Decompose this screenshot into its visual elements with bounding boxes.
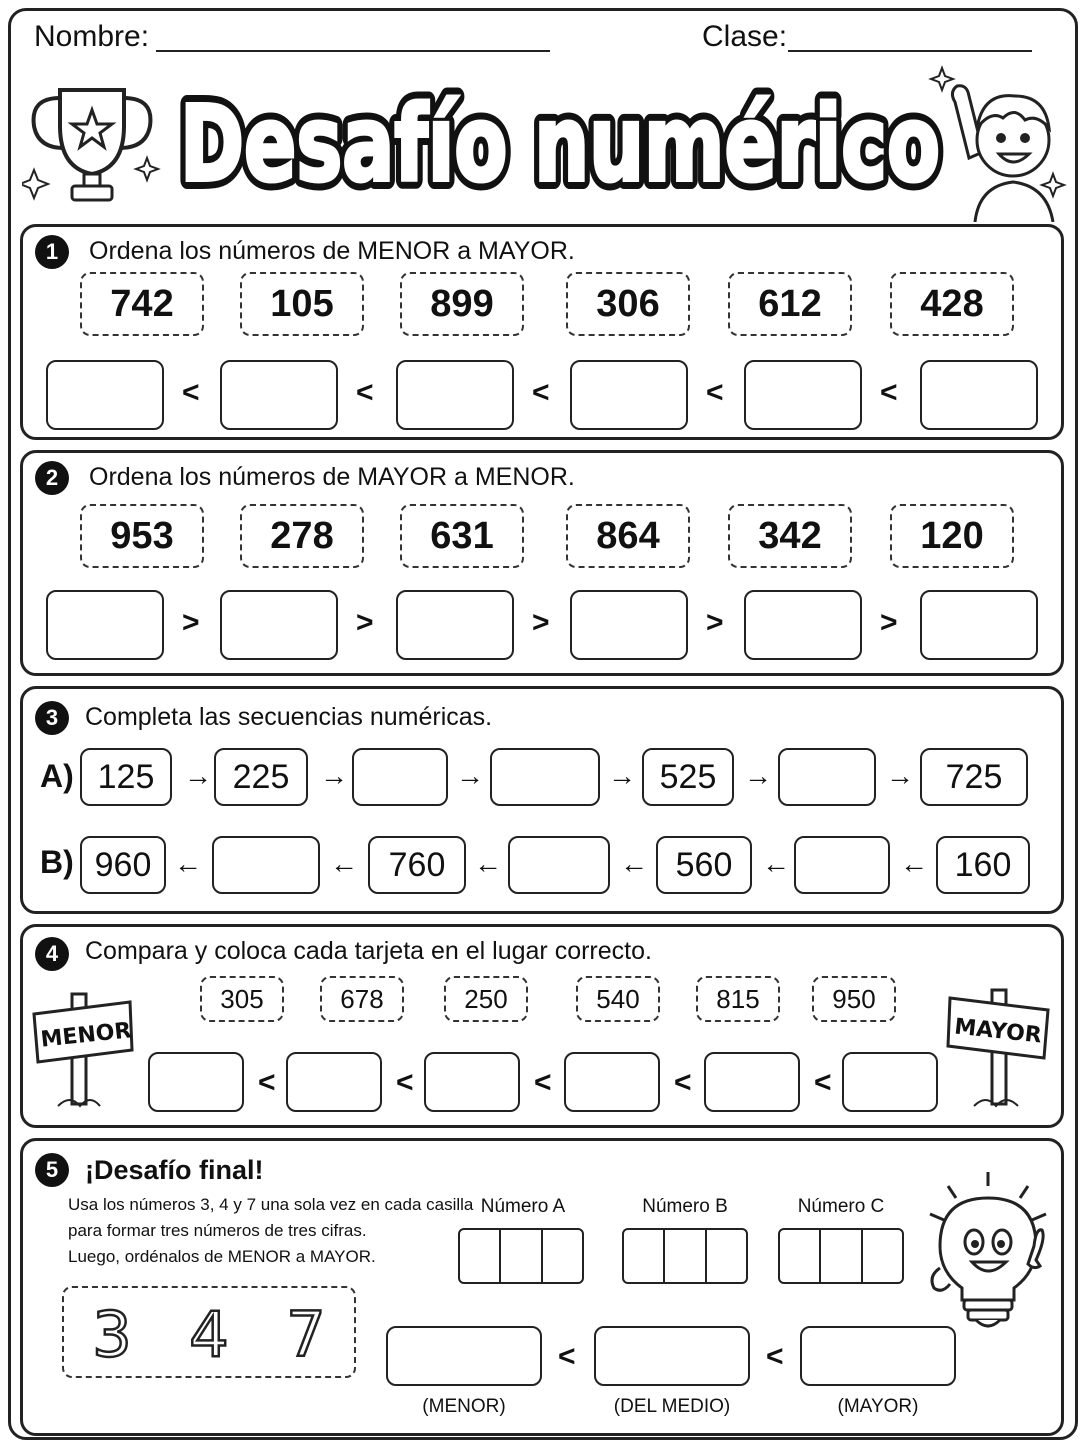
- less-than-symbol: <: [674, 1066, 692, 1099]
- number-b-boxes[interactable]: [622, 1228, 748, 1284]
- comparison-answer-box[interactable]: [424, 1052, 520, 1112]
- class-label: Clase:: [702, 20, 788, 53]
- title-banner: [170, 62, 950, 212]
- digit-cards: [62, 1286, 356, 1378]
- menor-sign-icon: [30, 990, 140, 1110]
- number-card: 306: [566, 272, 690, 336]
- caption-menor: (MENOR): [422, 1396, 506, 1417]
- number-a-label: Número A: [480, 1196, 566, 1217]
- section-instruction: Compara y coloca cada tarjeta en el lugar correcto.: [85, 937, 652, 965]
- left-arrow-icon: ←: [620, 848, 648, 879]
- left-arrow-icon: ←: [900, 848, 928, 879]
- digit-7: [276, 1296, 336, 1368]
- section-title: ¡Desafío final!: [85, 1155, 264, 1185]
- answer-box[interactable]: [396, 590, 514, 660]
- answer-box[interactable]: [396, 360, 514, 430]
- number-card: 742: [80, 272, 204, 336]
- sequence-blank-box[interactable]: [778, 748, 876, 806]
- caption-mayor: (MAYOR): [837, 1396, 919, 1417]
- number-card: 864: [566, 504, 690, 568]
- sequence-value-box: 525: [642, 748, 734, 806]
- sequence-value-box: 960: [80, 836, 166, 894]
- left-arrow-icon: ←: [474, 848, 502, 879]
- comparison-answer-box[interactable]: [148, 1052, 244, 1112]
- right-arrow-icon: →: [320, 760, 348, 791]
- number-c-boxes[interactable]: [778, 1228, 904, 1284]
- right-arrow-icon: →: [456, 760, 484, 791]
- section-number-badge: 4: [35, 937, 69, 971]
- answer-box[interactable]: [920, 360, 1038, 430]
- number-card: 105: [240, 272, 364, 336]
- less-than-symbol: <: [396, 1066, 414, 1099]
- answer-box[interactable]: [46, 590, 164, 660]
- sequence-value-box: 125: [80, 748, 172, 806]
- comparison-card[interactable]: 815: [696, 976, 780, 1022]
- section-instruction: Ordena los números de MAYOR a MENOR.: [89, 463, 575, 491]
- instruction-line-1: Usa los números 3, 4 y 7 una sola vez en cada casilla: [68, 1195, 474, 1214]
- section-number-badge: 2: [35, 461, 69, 495]
- number-c-label: Número C: [797, 1196, 885, 1217]
- menor-sign-label: MENOR: [39, 1018, 133, 1053]
- sequence-blank-box[interactable]: [352, 748, 448, 806]
- sequence-value-box: 160: [936, 836, 1030, 894]
- answer-mayor-box[interactable]: [800, 1326, 956, 1386]
- lightbulb-icon: [918, 1168, 1058, 1334]
- section-number-badge: 3: [35, 701, 69, 735]
- sequence-value-box: 560: [656, 836, 752, 894]
- boy-cheering-illustration: [925, 62, 1075, 222]
- class-line[interactable]: [788, 50, 1032, 52]
- sequence-value-box: 225: [214, 748, 308, 806]
- right-arrow-icon: →: [886, 760, 914, 791]
- title-text-outline: Desafío numérico: [180, 83, 940, 205]
- digit-3: [82, 1296, 142, 1368]
- trophy-icon: [22, 76, 162, 206]
- comparison-card[interactable]: 540: [576, 976, 660, 1022]
- name-line[interactable]: [156, 50, 550, 52]
- greater-than-symbol: >: [356, 606, 374, 639]
- less-than-symbol: <: [356, 376, 374, 409]
- section-number-badge: 1: [35, 235, 69, 269]
- greater-than-symbol: >: [880, 606, 898, 639]
- right-arrow-icon: →: [608, 760, 636, 791]
- instruction-line-3: Luego, ordénalos de MENOR a MAYOR.: [68, 1247, 376, 1266]
- right-arrow-icon: →: [744, 760, 772, 791]
- number-card: 899: [400, 272, 524, 336]
- svg-text:4: 4: [189, 1298, 229, 1368]
- answer-box[interactable]: [220, 590, 338, 660]
- right-arrow-icon: →: [184, 760, 212, 791]
- number-b-label: Número B: [642, 1196, 728, 1217]
- name-label: Nombre:: [34, 20, 150, 53]
- sequence-blank-box[interactable]: [794, 836, 890, 894]
- comparison-card[interactable]: 950: [812, 976, 896, 1022]
- greater-than-symbol: >: [532, 606, 550, 639]
- less-than-symbol: <: [534, 1066, 552, 1099]
- number-card: 342: [728, 504, 852, 568]
- less-than-symbol: <: [706, 376, 724, 409]
- svg-text:3: 3: [92, 1298, 133, 1368]
- greater-than-symbol: >: [182, 606, 200, 639]
- sequence-a-label: A): [40, 758, 74, 794]
- caption-del-medio: (DEL MEDIO): [613, 1396, 731, 1417]
- number-card: 631: [400, 504, 524, 568]
- less-than-symbol: <: [558, 1340, 576, 1373]
- section-instruction: Ordena los números de MENOR a MAYOR.: [89, 237, 575, 265]
- sequence-value-box: 725: [920, 748, 1028, 806]
- section-instruction: Completa las secuencias numéricas.: [85, 703, 493, 731]
- number-card: 278: [240, 504, 364, 568]
- less-than-symbol: <: [532, 376, 550, 409]
- comparison-answer-box[interactable]: [564, 1052, 660, 1112]
- sequence-blank-box[interactable]: [490, 748, 600, 806]
- answer-box[interactable]: [744, 590, 862, 660]
- comparison-card[interactable]: 305: [200, 976, 284, 1022]
- answer-medio-box[interactable]: [594, 1326, 750, 1386]
- less-than-symbol: <: [182, 376, 200, 409]
- mayor-sign-icon: [944, 986, 1056, 1110]
- number-card: 120: [890, 504, 1014, 568]
- mayor-sign-label: MAYOR: [953, 1014, 1043, 1049]
- title-text: Desafío numérico: [180, 83, 940, 205]
- sequence-value-box: 760: [368, 836, 466, 894]
- less-than-symbol: <: [814, 1066, 832, 1099]
- answer-box[interactable]: [46, 360, 164, 430]
- comparison-answer-box[interactable]: [842, 1052, 938, 1112]
- less-than-symbol: <: [880, 376, 898, 409]
- sequence-blank-box[interactable]: [212, 836, 320, 894]
- answer-box[interactable]: [744, 360, 862, 430]
- less-than-symbol: <: [258, 1066, 276, 1099]
- comparison-answer-box[interactable]: [704, 1052, 800, 1112]
- instruction-line-2: para formar tres números de tres cifras.: [68, 1221, 367, 1240]
- comparison-card[interactable]: 678: [320, 976, 404, 1022]
- number-card: 612: [728, 272, 852, 336]
- number-card: 428: [890, 272, 1014, 336]
- number-card: 953: [80, 504, 204, 568]
- left-arrow-icon: ←: [330, 848, 358, 879]
- answer-menor-box[interactable]: [386, 1326, 542, 1386]
- greater-than-symbol: >: [706, 606, 724, 639]
- comparison-card[interactable]: 250: [444, 976, 528, 1022]
- answer-box[interactable]: [220, 360, 338, 430]
- svg-text:7: 7: [285, 1298, 326, 1368]
- left-arrow-icon: ←: [174, 848, 202, 879]
- digit-4: [179, 1296, 239, 1368]
- section-number-badge: 5: [35, 1153, 69, 1187]
- less-than-symbol: <: [766, 1340, 784, 1373]
- sequence-blank-box[interactable]: [508, 836, 610, 894]
- answer-box[interactable]: [570, 360, 688, 430]
- left-arrow-icon: ←: [762, 848, 790, 879]
- answer-box[interactable]: [920, 590, 1038, 660]
- comparison-answer-box[interactable]: [286, 1052, 382, 1112]
- number-a-boxes[interactable]: [458, 1228, 584, 1284]
- sequence-b-label: B): [40, 844, 74, 880]
- answer-box[interactable]: [570, 590, 688, 660]
